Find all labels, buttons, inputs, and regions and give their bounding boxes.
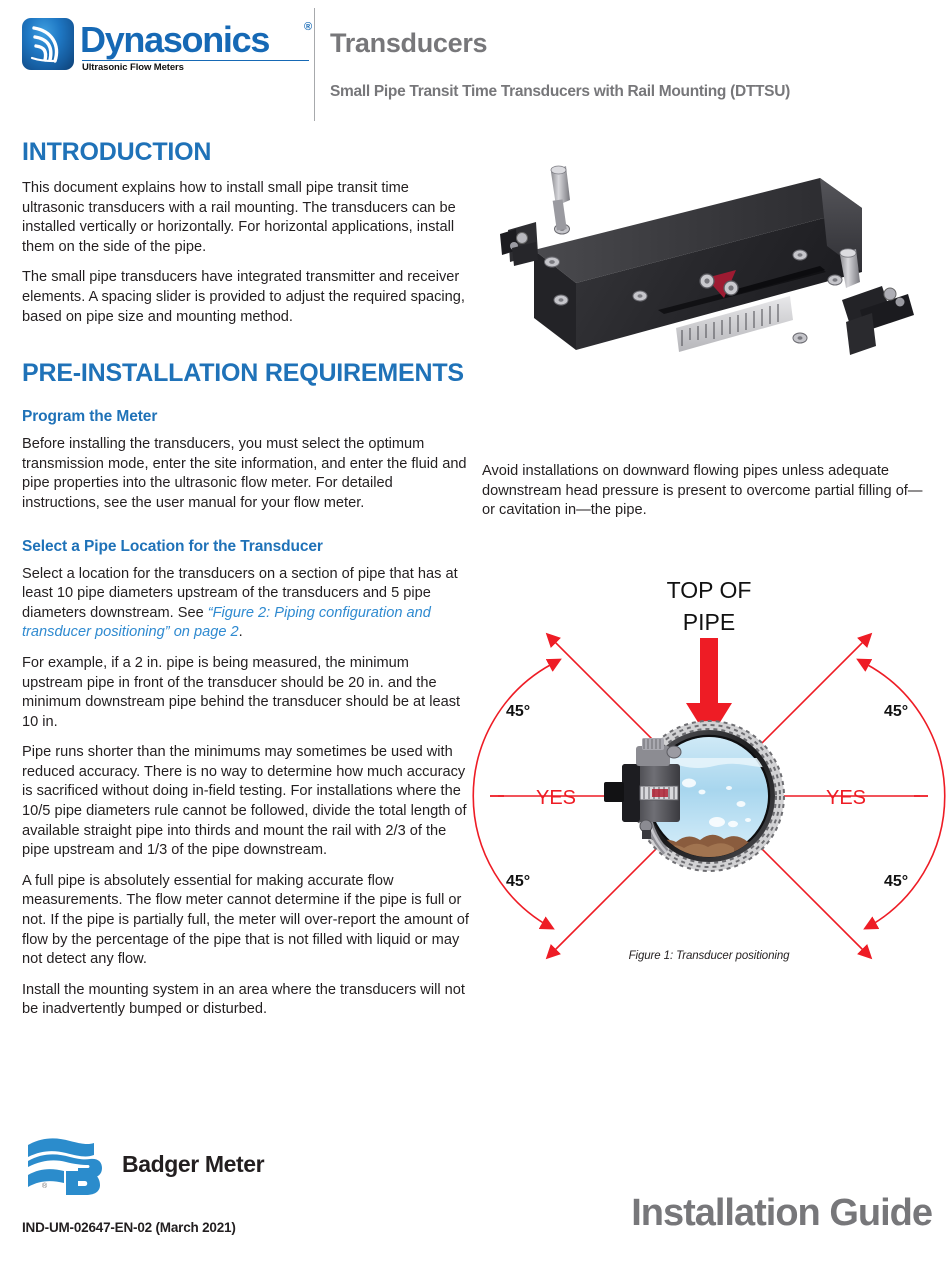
installation-guide-label: Installation Guide [631, 1192, 932, 1234]
badger-meter-logo-icon [22, 1135, 114, 1195]
left-content-column [22, 138, 470, 1020]
select-paragraph-4: A full pipe is absolutely essential for making accurate flow measurements. The flow meter cannot determine if the pipe is full or not. If the pipe is partially full, the meter will over-report the amount of flow by the percentage of the pipe that is not filled with liquid or may not detect any flow. [22, 872, 469, 968]
spacer [22, 400, 470, 407]
dynasonics-logo-icon [22, 18, 74, 70]
figure-yes-label-left: YES [536, 787, 577, 809]
page-header [0, 0, 950, 128]
figure-angle-label-top-left: 45° [506, 703, 531, 720]
dynasonics-wordmark: Dynasonics [80, 19, 270, 60]
figure-angle-label-bottom-right: 45° [884, 873, 909, 890]
badger-meter-wordmark: Badger Meter [122, 1151, 265, 1177]
dynasonics-tagline: Ultrasonic Flow Meters [82, 62, 184, 73]
select-paragraph-3: Pipe runs shorter than the minimums may sometimes be used with reduced accuracy. There is no way to determine how much accuracy is sacrificed without doing in-field testing. For installations where the 10/5 pipe diameters rule cannot be followed, divide the total length of available straight pipe into thirds and mount the rail with 2/3 of the pipe upstream and 1/3 of the pipe downstream. [22, 744, 467, 859]
program-the-meter-heading: Program the Meter [22, 408, 158, 426]
badger-meter-logo [22, 1135, 282, 1195]
figure-top-of-pipe-label-line1: TOP OF [666, 577, 752, 603]
figure-2-cross-reference-link[interactable]: “Figure 2: Piping configuration and transducer positioning” on page 2 [22, 604, 431, 641]
product-photo-transducer-rail [490, 150, 930, 375]
spacer [22, 338, 470, 359]
page-subtitle: Small Pipe Transit Time Transducers with Rail Mounting (DTTSU) [330, 83, 790, 100]
select-paragraph-2: For example, if a 2 in. pipe is being measured, the minimum upstream pipe in front of the transducer should be 20 in. and the minimum downstream pipe behind the transducer should be at least 10 in. [22, 654, 461, 730]
program-the-meter-paragraph: Before installing the transducers, you must select the optimum transmission mode, enter the site information, and enter the fluid and pipe properties into the ultrasonic flow meter. For detailed instructions, see the user manual for your flow meter. [22, 436, 467, 511]
figure-1-caption: Figure 1: Transducer positioning [628, 950, 790, 962]
avoid-installations-paragraph: Avoid installations on downward flowing pipes unless adequate downstream head pressure is present to overcome partial filling of—or cavitation in—the pipe. [482, 463, 923, 519]
select-p1-text-a: Select a location for the transducers on a section of pipe that has at least 10 pipe diameters upstream of the transducers and 5 pipe diameters downstream. See [22, 565, 458, 621]
spacer [22, 525, 470, 537]
introduction-paragraph-1: This document explains how to install small pipe transit time ultrasonic transducers with a rail mounting. The transducers can be installed vertically or horizontally. For horizontal applications, install them on the side of the pipe. [22, 180, 456, 255]
introduction-paragraph-2: The small pipe transducers have integrated transmitter and receiver elements. A spacing slider is provided to adjust the required spacing, based on pipe size and mounting method. [22, 269, 465, 325]
badger-registered-icon: ® [42, 1183, 48, 1190]
document-code: IND-UM-02647-EN-02 (March 2021) [22, 1220, 236, 1235]
figure-1-transducer-positioning [476, 568, 942, 978]
preinstallation-heading: PRE-INSTALLATION REQUIREMENTS [22, 359, 464, 388]
right-content-column [482, 462, 934, 521]
figure-angle-label-top-right: 45° [884, 703, 909, 720]
header-divider [314, 8, 315, 121]
introduction-heading: INTRODUCTION [22, 138, 212, 166]
page-title: Transducers [330, 28, 488, 58]
dynasonics-logo [22, 18, 313, 73]
registered-trademark-icon: ® [304, 21, 313, 33]
figure-angle-label-bottom-left: 45° [506, 873, 531, 890]
logo-underline [82, 60, 309, 61]
select-pipe-location-heading: Select a Pipe Location for the Transducer [22, 537, 323, 555]
figure-top-of-pipe-label-line2: PIPE [682, 609, 736, 635]
figure-yes-label-right: YES [826, 787, 867, 809]
select-p1-text-b: . [238, 624, 243, 641]
select-paragraph-5: Install the mounting system in an area where the transducers will not be inadvertently bumped or disturbed. [22, 981, 465, 1018]
select-paragraph-1 [22, 565, 470, 643]
